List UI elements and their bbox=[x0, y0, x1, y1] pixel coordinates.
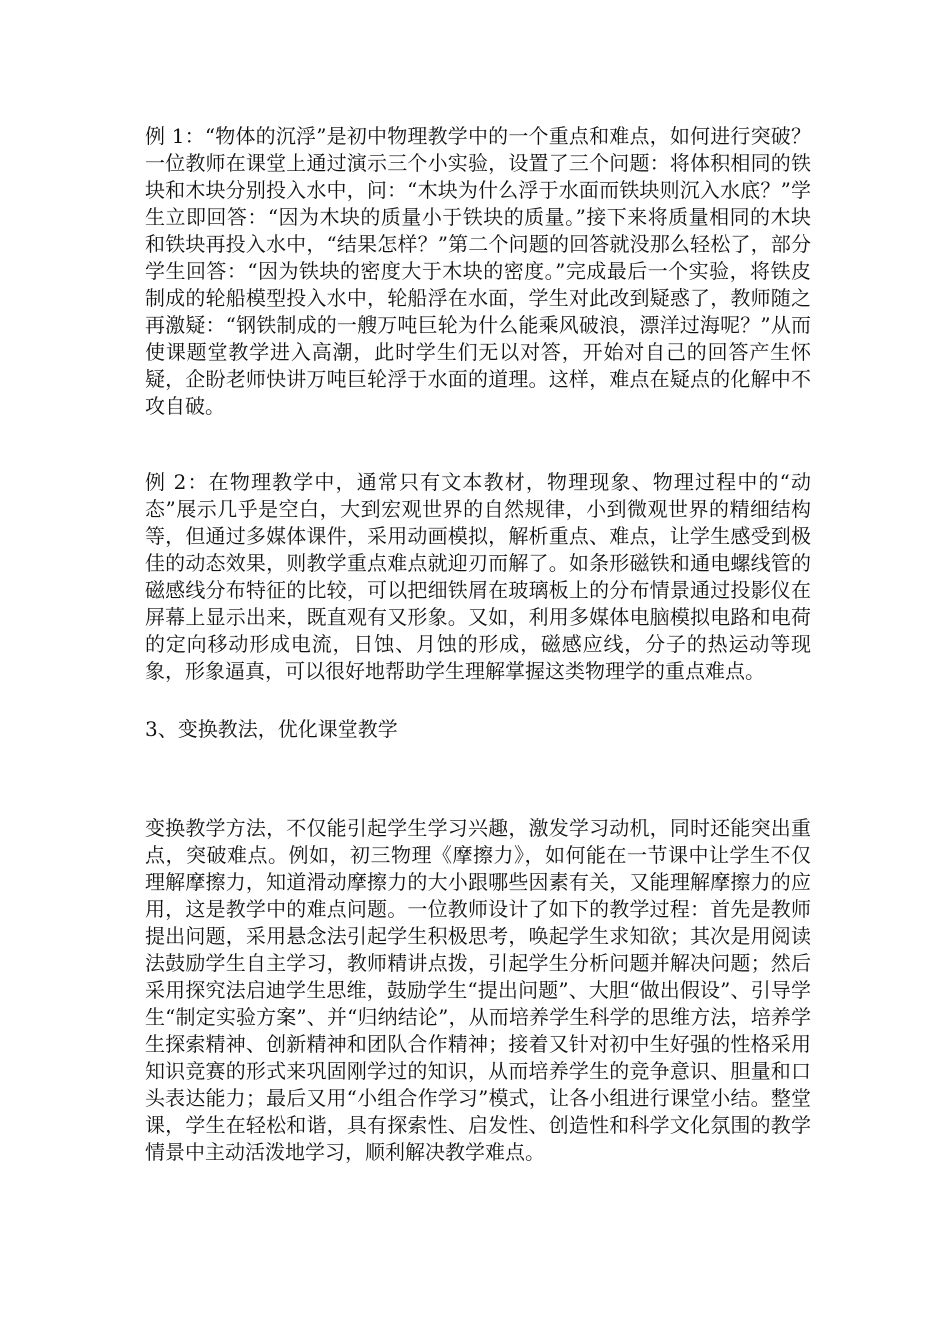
paragraph-example-2: 例 2：在物理教学中，通常只有文本教材，物理现象、物理过程中的“动态”展示几乎是空白，大到宏观世界的自然规律，小到微观世界的精细结构等，但通过多媒体课件，采用动画模拟，解析重点、难点，让学生感受到极佳的动态效果，则教学重点难点就迎刃而解了。如条形磁铁和通电螺线管的磁感线分布特征的比较，可以把细铁屑在玻璃板上的分布情景通过投影仪在屏幕上显示出来，既直观有又形象。又如，利用多媒体电脑模拟电路和电荷的定向移动形成电流，日蚀、月蚀的形成，磁感应线，分子的热运动等现象，形象逼真，可以很好地帮助学生理解掌握这类物理学的重点难点。 bbox=[145, 470, 811, 683]
paragraph-example-1: 例 1：“物体的沉浮”是初中物理教学中的一个重点和难点，如何进行突破？一位教师在课堂上通过演示三个小实验，设置了三个问题：将体积相同的铁块和木块分别投入水中，问：“木块为什么浮于水面而铁块则沉入水底？”学生立即回答：“因为木块的质量小于铁块的质量。”接下来将质量相同的木块和铁块再投入水中，“结果怎样？”第二个问题的回答就没那么轻松了，部分学生回答：“因为铁块的密度大于木块的密度。”完成最后一个实验，将铁皮制成的轮船模型投入水中，轮船浮在水面，学生对此改到疑惑了，教师随之再激疑：“钢铁制成的一艘万吨巨轮为什么能乘风破浪，漂洋过海呢？”从而使课题堂教学进入高潮，此时学生们无以对答，开始对自己的回答产生怀疑，企盼老师快讲万吨巨轮浮于水面的道理。这样，难点在疑点的化解中不攻自破。 bbox=[145, 124, 811, 418]
paragraph-teaching-methods: 变换教学方法，不仅能引起学生学习兴趣，激发学习动机，同时还能突出重点，突破难点。例如，初三物理《摩擦力》，如何能在一节课中让学生不仅理解摩擦力，知道滑动摩擦力的大小跟哪些因素有关，又能理解摩擦力的应用，这是教学中的难点问题。一位教师设计了如下的教学过程：首先是教师提出问题，采用悬念法引起学生积极思考，唤起学生求知欲；其次是用阅读法鼓励学生自主学习，教师精讲点拨，引起学生分析问题并解决问题；然后采用探究法启迪学生思维，鼓励学生“提出问题”、大胆“做出假设”、引导学生“制定实验方案”、并“归纳结论”，从而培养学生科学的思维方法，培养学生探索精神、创新精神和团队合作精神；接着又针对初中生好强的性格采用知识竞赛的形式来巩固刚学过的知识，从而培养学生的竞争意识、胆量和口头表达能力；最后又用“小组合作学习”模式，让各小组进行课堂小结。整堂课，学生在轻松和谐，具有探索性、启发性、创造性和科学文化氛围的教学情景中主动活泼地学习，顺利解决教学难点。 bbox=[145, 816, 811, 1164]
section-heading: 3、变换教法，优化课堂教学 bbox=[145, 717, 398, 741]
